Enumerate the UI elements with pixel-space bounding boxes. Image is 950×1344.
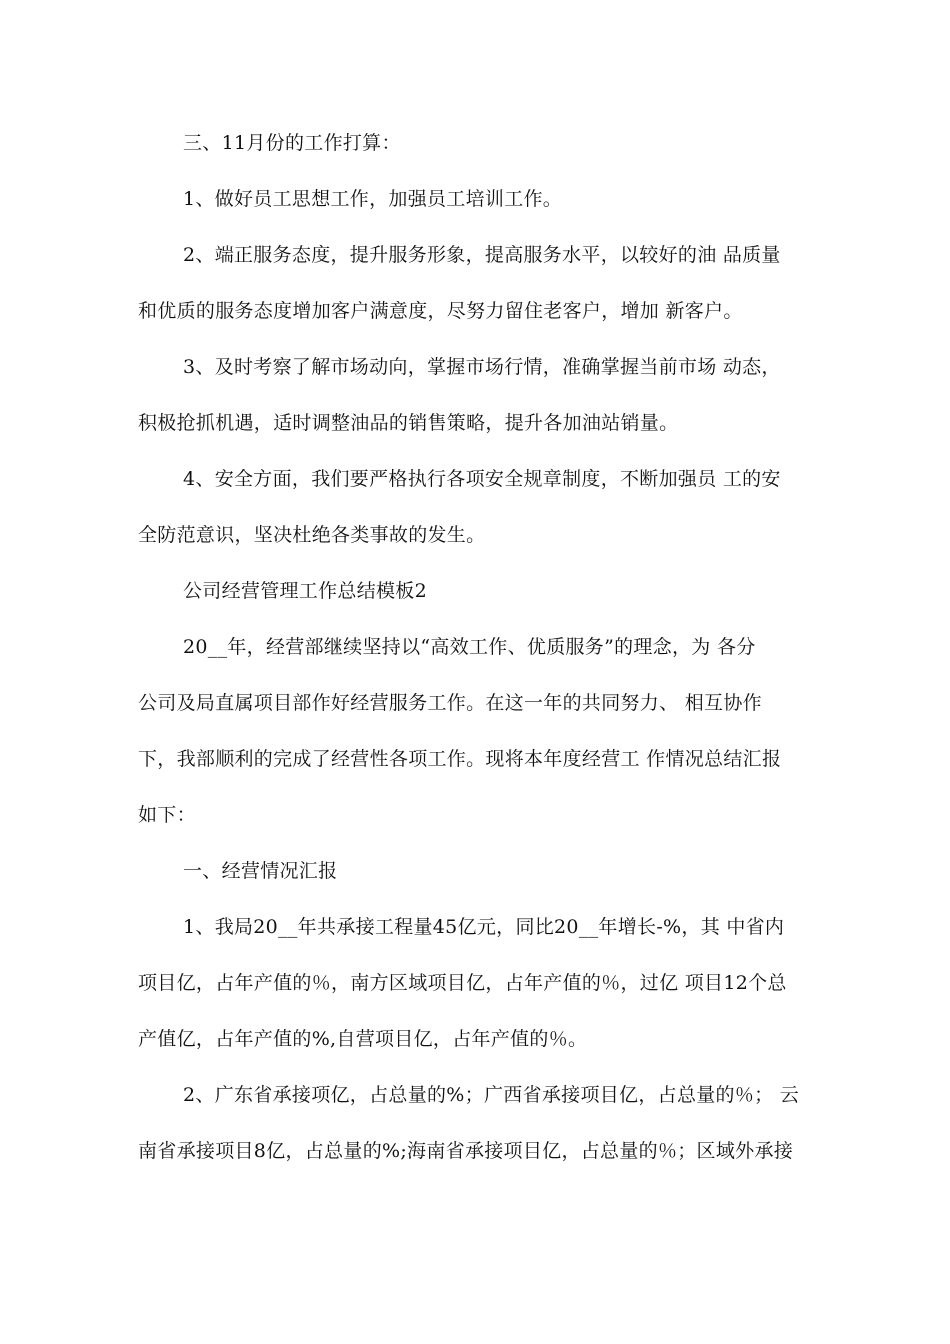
intro-paragraph-line-4: 如下： <box>138 804 196 826</box>
plan-item-2-line-2: 和优质的服务态度增加客户满意度，尽努力留住老客户，增加 新客户。 <box>138 300 743 322</box>
intro-paragraph-line-1: 20__年，经营部继续坚持以“高效工作、优质服务”的理念，为 各分 <box>183 636 756 658</box>
intro-paragraph-line-3: 下，我部顺利的完成了经营性各项工作。现将本年度经营工 作情况总结汇报 <box>138 748 782 770</box>
report-item-1-line-3: 产值亿，占年产值的%,自营项目亿，占年产值的％。 <box>138 1028 588 1050</box>
template-2-title: 公司经营管理工作总结模板2 <box>183 580 427 602</box>
plan-item-1: 1、做好员工思想工作，加强员工培训工作。 <box>183 188 563 210</box>
report-item-1-line-1: 1、我局20__年共承接工程量45亿元，同比20__年增长-%，其 中省内 <box>183 916 785 938</box>
plan-item-4-line-2: 全防范意识，坚决杜绝各类事故的发生。 <box>138 524 486 546</box>
plan-item-3-line-2: 积极抢抓机遇，适时调整油品的销售策略，提升各加油站销量。 <box>138 412 679 434</box>
section-heading-november-plan: 三、11月份的工作打算： <box>183 132 401 154</box>
plan-item-4-line-1: 4、安全方面，我们要严格执行各项安全规章制度，不断加强员 工的安 <box>183 468 781 490</box>
plan-item-3-line-1: 3、及时考察了解市场动向，掌握市场行情，准确掌握当前市场 动态， <box>183 356 781 378</box>
report-item-1-line-2: 项目亿，占年产值的％，南方区域项目亿，占年产值的％，过亿 项目12个总 <box>138 972 787 994</box>
report-item-2-line-2: 南省承接项目8亿，占总量的%;海南省承接项目亿，占总量的％；区域外承接 <box>138 1140 794 1162</box>
section-heading-business-report: 一、经营情况汇报 <box>183 860 338 882</box>
report-item-2-line-1: 2、广东省承接项亿，占总量的%；广西省承接项目亿，占总量的％； 云 <box>183 1084 800 1106</box>
intro-paragraph-line-2: 公司及局直属项目部作好经营服务工作。在这一年的共同努力、 相互协作 <box>138 692 762 714</box>
plan-item-2-line-1: 2、端正服务态度，提升服务形象，提高服务水平，以较好的油 品质量 <box>183 244 781 266</box>
